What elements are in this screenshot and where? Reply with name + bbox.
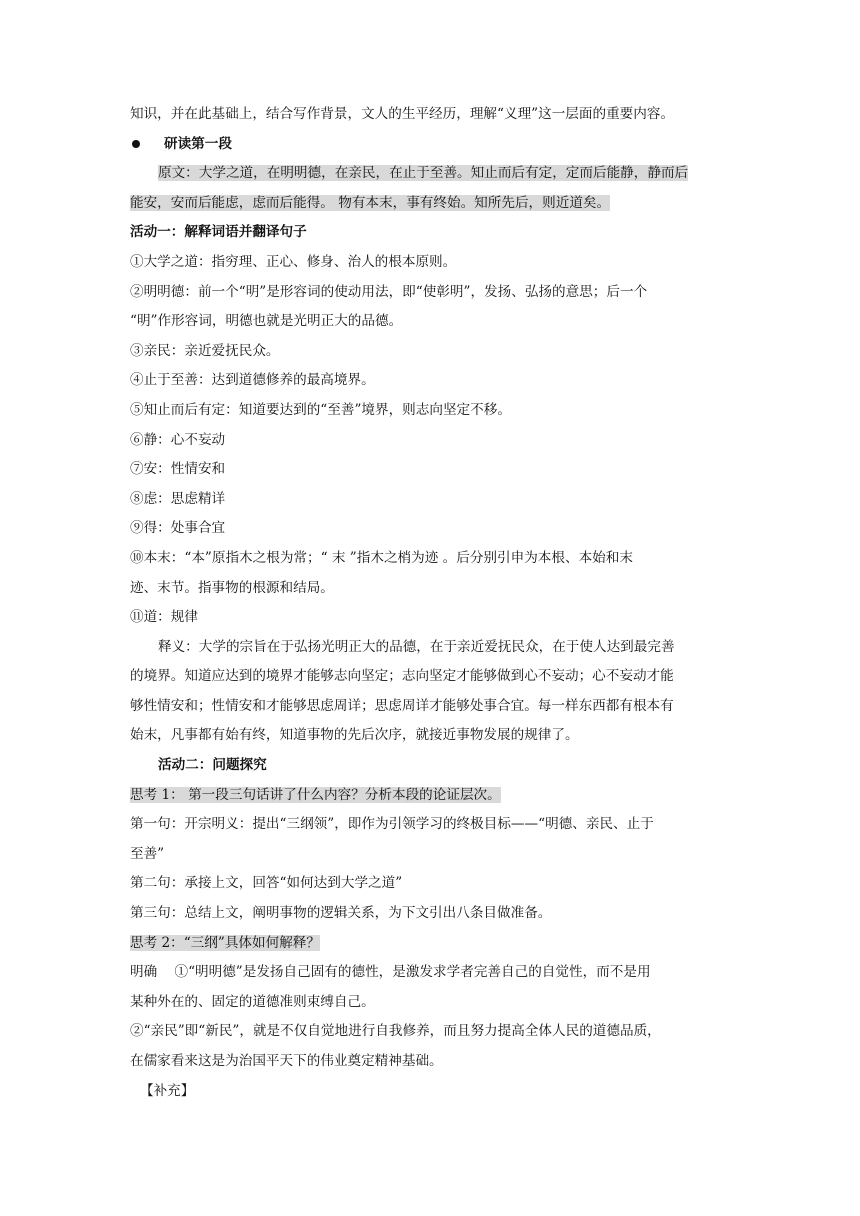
activity2-title: 活动二：问题探究 [158,757,267,774]
bullet-icon [132,140,140,148]
question-1: 思考 1： 第一段三句话讲了什么内容？分析本段的论证层次。 [130,786,501,803]
answer-line: 第二句：承接上文，回答“如何达到大学之道” [130,875,403,892]
explanation-paragraph [130,633,734,751]
explanation-line: 始末，凡事都有始有终，知道事物的先后次序，就接近事物发展的规律了。 [130,727,579,744]
glossary-item: ⑦安：性情安和 [130,461,226,478]
answer-line: 第三句：总结上文，阐明事物的逻辑关系，为下文引出八条目做准备。 [130,905,552,922]
glossary-list [130,248,734,633]
document-page [130,100,734,1106]
glossary-item: 迹、末节。指事物的根源和结局。 [130,579,334,596]
glossary-item: ⑥静：心不妄动 [130,431,226,448]
glossary-item: ⑤知止而后有定：知道要达到的“至善”境界，则志向坚定不移。 [130,401,511,418]
intro-line: 知识，并在此基础上，结合写作背景，文人的生平经历，理解“义理”这一层面的重要内容。 [130,106,675,122]
activity1-title: 活动一：解释词语并翻译句子 [130,224,307,241]
answer-line: 第一句：开宗明义：提出“三纲领”，即作为引领学习的终极目标——“明德、亲民、止于 [130,816,654,833]
explanation-line: 释义：大学的宗旨在于弘扬光明正大的品德，在于亲近爱抚民众，在于使人达到最完善 [158,638,675,655]
answer-line: 某种外在的、固定的道德准则束缚自己。 [130,993,375,1010]
original-text-line-1: 原文：大学之道，在明明德，在亲民，在止于至善。知止而后有定，定而后能静，静而后 [158,165,689,182]
answer-line: ②“亲民”即“新民”，就是不仅自觉地进行自我修养，而且努力提高全体人民的道德品质， [130,1023,661,1040]
section-heading: 研读第一段 [164,135,232,152]
glossary-item: ④止于至善：达到道德修养的最高境界。 [130,372,375,389]
section-heading-row [130,130,734,160]
explanation-line: 的境界。知道应达到的境界才能够志向坚定；志向坚定才能够做到心不妄动；心不妄动才能 [130,668,674,685]
answers-1 [130,810,734,928]
glossary-item: ②明明德：前一个“明”是形容词的使动用法，即“使彰明”，发扬、弘扬的意思；后一个 [130,283,648,300]
explanation-line: 够性情安和；性情安和才能够思虑周详；思虑周详才能够处事合宜。每一样东西都有根本有 [130,697,674,714]
glossary-item: ③亲民：亲近爱抚民众。 [130,342,280,359]
answer-line: 明确 ①“明明德”是发扬自己固有的德性，是激发求学者完善自己的自觉性，而不是用 [130,964,651,981]
glossary-item: ⑩本末：“本”原指木之根为常；“ 末 ”指木之梢为迹 。后分别引申为本根、本始和末 [130,549,633,566]
glossary-item: ①大学之道：指穷理、正心、修身、治人的根本原则。 [130,253,457,270]
glossary-item: “明”作形容词，明德也就是光明正大的品德。 [130,313,403,330]
supplement-label: 【补充】 [140,1082,195,1099]
glossary-item: ⑧虑：思虑精详 [130,490,226,507]
answer-line: 在儒家看来这是为治国平天下的伟业奠定精神基础。 [130,1053,443,1069]
answer-line: 至善” [130,845,165,862]
glossary-item: ⑪道：规律 [130,609,198,626]
answers-2 [130,958,734,1076]
question-2: 思考 2：“三纲”具体如何解释？ [130,934,320,951]
glossary-item: ⑨得：处事合宜 [130,520,226,537]
original-text-line-2: 能安，安而后能虑，虑而后能得。 物有本末，事有终始。知所先后，则近道矣。 [130,194,611,211]
